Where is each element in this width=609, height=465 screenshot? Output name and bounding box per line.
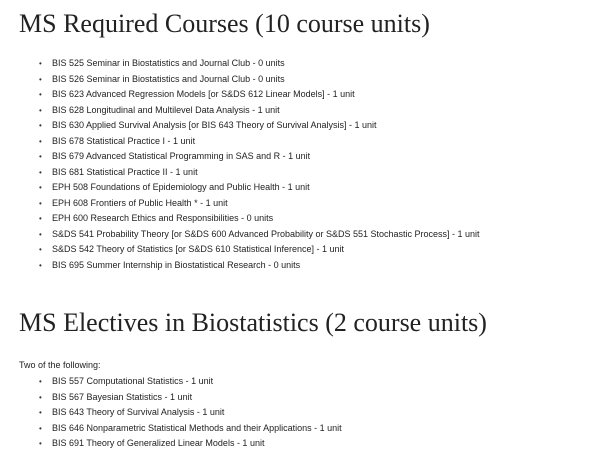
course-label: BIS 567 Bayesian Statistics - 1 unit <box>52 391 193 402</box>
course-label: BIS 681 Statistical Practice II - 1 unit <box>52 166 198 177</box>
bullet-icon: • <box>39 59 42 68</box>
course-label: BIS 646 Nonparametric Statistical Methods and their Applications - 1 unit <box>52 422 342 433</box>
bullet-icon: • <box>39 183 42 192</box>
list-item <box>0 72 480 88</box>
list-item <box>0 390 342 406</box>
course-label: BIS 630 Applied Survival Analysis [or BIS 643 Theory of Survival Analysis] - 1 unit <box>52 120 377 130</box>
course-label: BIS 691 Theory of Generalized Linear Models - 1 unit <box>52 438 265 448</box>
bullet-icon: • <box>39 167 42 177</box>
bullet-icon: • <box>39 105 42 115</box>
course-label: BIS 557 Computational Statistics - 1 unit <box>52 376 214 386</box>
bullet-icon: • <box>39 152 42 161</box>
electives-intro-text: Two of the following: <box>19 360 101 370</box>
course-label: BIS 695 Summer Internship in Biostatistical Research - 0 units <box>52 259 301 270</box>
course-label: S&DS 541 Probability Theory [or S&DS 600 Advanced Probability or S&DS 551 Stochastic Process] - 1 unit <box>52 228 480 239</box>
course-label: EPH 600 Research Ethics and Responsibilities - 0 units <box>52 213 274 223</box>
required-courses-list <box>0 56 480 273</box>
electives-courses-list <box>0 374 342 452</box>
list-item <box>0 374 342 390</box>
bullet-icon: • <box>39 90 42 99</box>
list-item <box>0 118 480 134</box>
list-item <box>0 242 480 258</box>
list-item <box>0 211 480 227</box>
course-label: EPH 508 Foundations of Epidemiology and Public Health - 1 unit <box>52 182 310 192</box>
course-label: S&DS 542 Theory of Statistics [or S&DS 610 Statistical Inference] - 1 unit <box>52 244 344 254</box>
bullet-icon: • <box>39 74 42 84</box>
bullet-icon: • <box>39 245 42 254</box>
course-label: EPH 608 Frontiers of Public Health * - 1 unit <box>52 197 228 208</box>
bullet-icon: • <box>39 423 42 433</box>
bullet-icon: • <box>39 214 42 223</box>
list-item <box>0 196 480 212</box>
electives-heading: MS Electives in Biostatistics (2 course units) <box>19 308 487 337</box>
list-item <box>0 180 480 196</box>
bullet-icon: • <box>39 392 42 402</box>
list-item <box>0 421 342 437</box>
bullet-icon: • <box>39 121 42 130</box>
bullet-icon: • <box>39 136 42 146</box>
course-label: BIS 628 Longitudinal and Multilevel Data Analysis - 1 unit <box>52 104 280 115</box>
list-item <box>0 165 480 181</box>
list-item <box>0 405 342 421</box>
list-item <box>0 227 480 243</box>
list-item <box>0 87 480 103</box>
bullet-icon: • <box>39 260 42 270</box>
bullet-icon: • <box>39 408 42 417</box>
bullet-icon: • <box>39 439 42 448</box>
bullet-icon: • <box>39 377 42 386</box>
list-item <box>0 134 480 150</box>
list-item <box>0 149 480 165</box>
course-label: BIS 623 Advanced Regression Models [or S&DS 612 Linear Models] - 1 unit <box>52 89 355 99</box>
list-item <box>0 436 342 452</box>
course-label: BIS 525 Seminar in Biostatistics and Journal Club - 0 units <box>52 58 285 68</box>
course-label: BIS 643 Theory of Survival Analysis - 1 unit <box>52 407 225 417</box>
list-item <box>0 56 480 72</box>
course-label: BIS 679 Advanced Statistical Programming in SAS and R - 1 unit <box>52 151 311 161</box>
course-label: BIS 526 Seminar in Biostatistics and Journal Club - 0 units <box>52 73 285 84</box>
bullet-icon: • <box>39 198 42 208</box>
list-item <box>0 258 480 274</box>
course-label: BIS 678 Statistical Practice I - 1 unit <box>52 135 196 146</box>
required-courses-heading: MS Required Courses (10 course units) <box>19 9 430 38</box>
list-item <box>0 103 480 119</box>
bullet-icon: • <box>39 229 42 239</box>
